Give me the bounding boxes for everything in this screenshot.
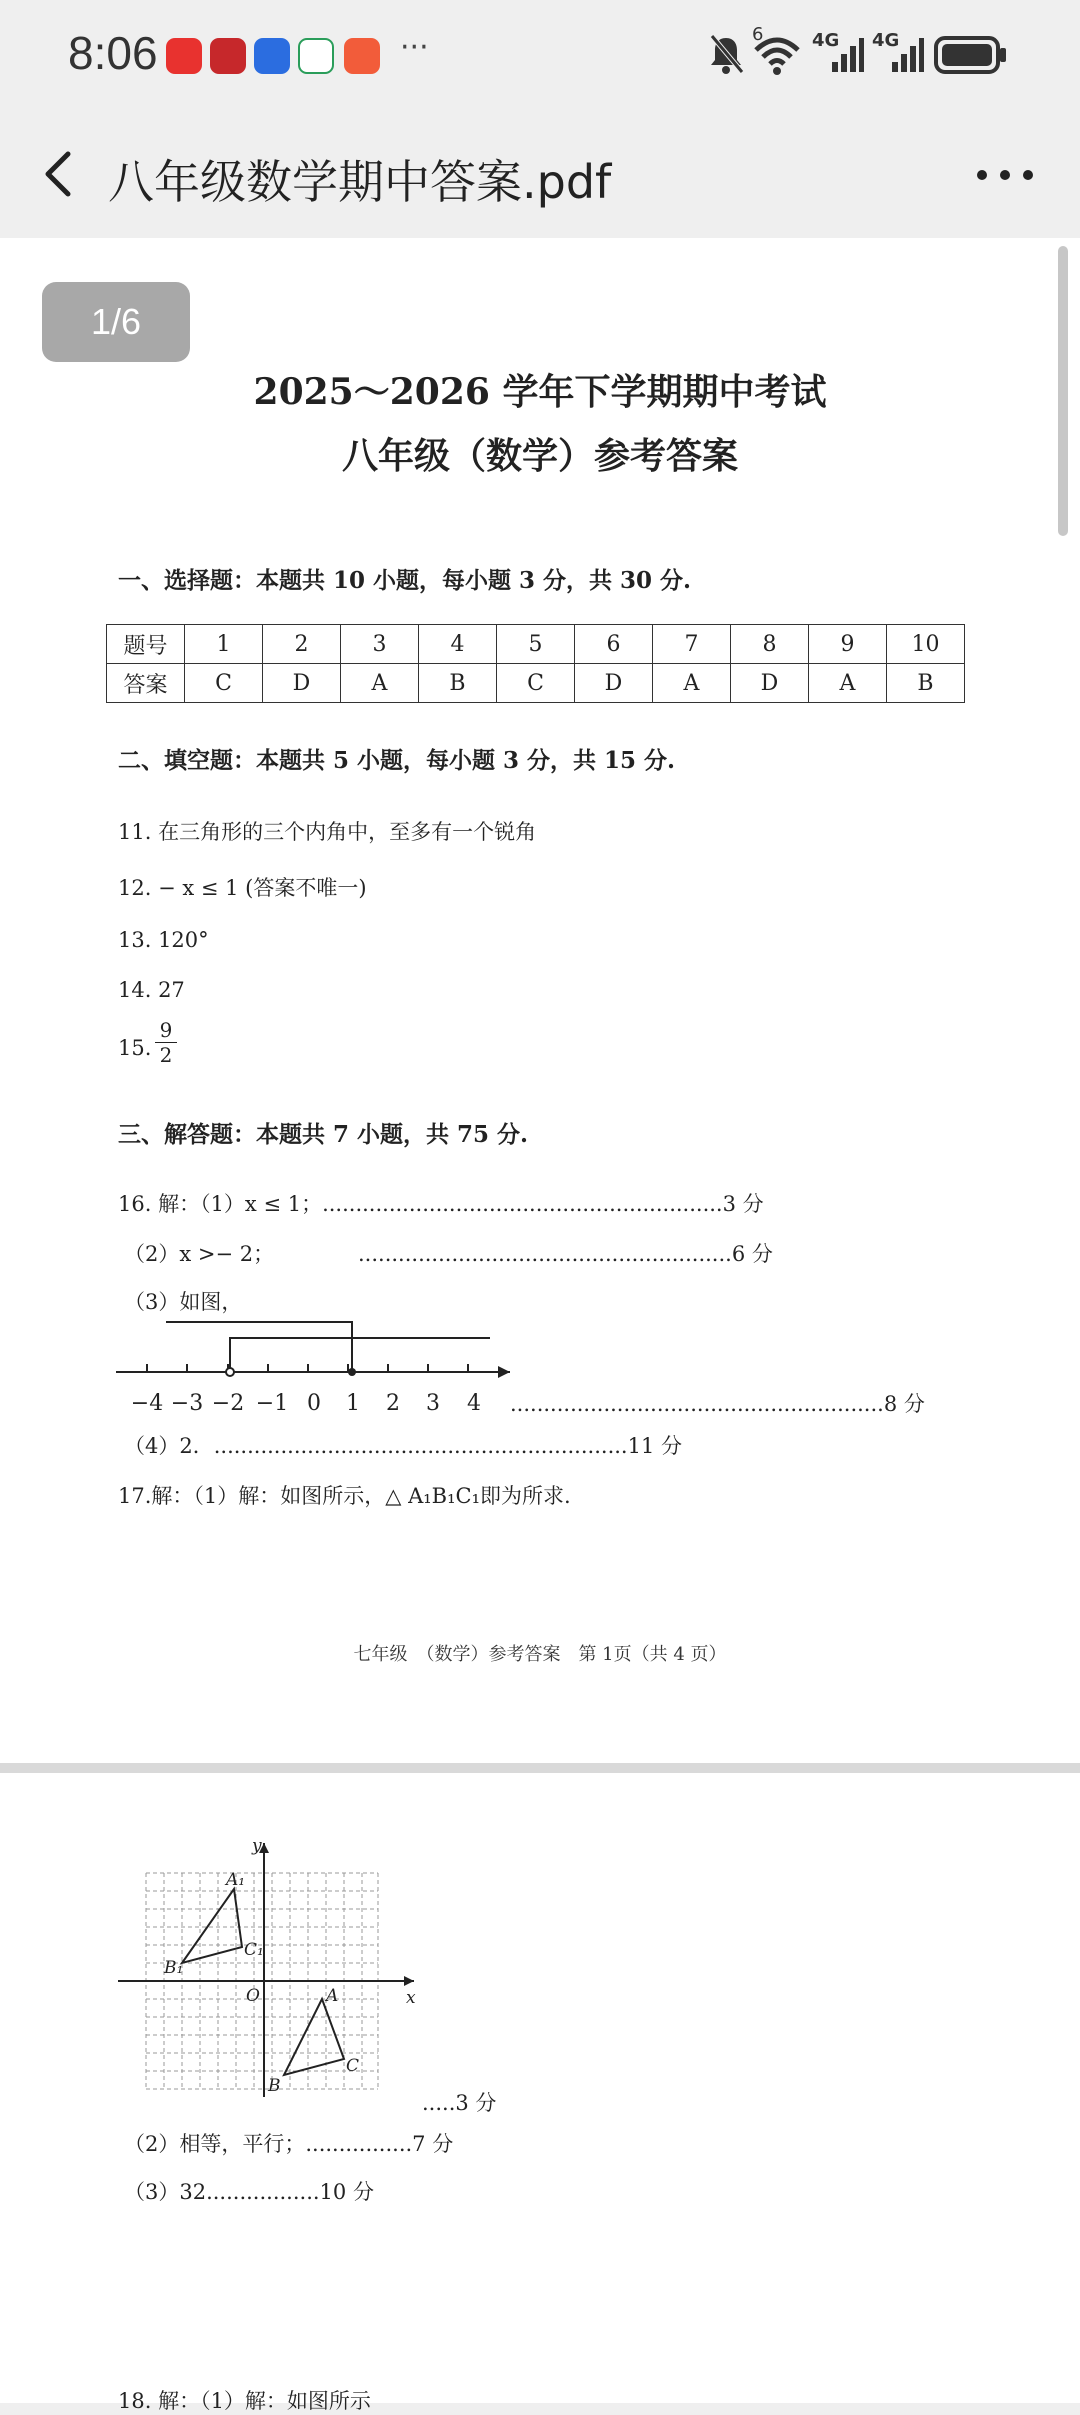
answer-q17-1-score: .....3 分: [422, 2091, 497, 2115]
table-cell: 1: [185, 625, 263, 664]
tick-label: −2: [211, 1391, 245, 1416]
tick-label: −1: [255, 1391, 289, 1416]
pdf-page-1: [0, 238, 1080, 1763]
table-cell: D: [731, 664, 809, 703]
section-fill-heading: 二、填空题：本题共 5 小题，每小题 3 分，共 15 分.: [118, 747, 676, 774]
document-title: 八年级数学期中答案.pdf: [108, 155, 612, 209]
table-cell: 题号: [107, 625, 185, 664]
answer-q15-fraction: [155, 1018, 177, 1067]
table-row-numbers: [107, 625, 965, 664]
fraction-denominator: 2: [159, 1043, 173, 1067]
table-cell: 9: [809, 625, 887, 664]
tick-label: −3: [170, 1391, 204, 1416]
exam-title: 2025～2026 学年下学期期中考试: [253, 371, 827, 413]
more-notifications-icon: ···: [400, 30, 429, 65]
tick-label: 3: [426, 1391, 440, 1416]
answer-q16-2: （2）x >− 2；: [124, 1242, 275, 1266]
network-label-1: 4G: [812, 30, 840, 51]
answer-q11: 11. 在三角形的三个内角中，至多有一个锐角: [118, 820, 537, 844]
table-cell: A: [809, 664, 887, 703]
back-arrow-icon[interactable]: [32, 144, 92, 204]
more-options-icon[interactable]: [970, 150, 1040, 200]
wifi-badge: 6: [752, 24, 764, 45]
number-line-ticks: [147, 1364, 468, 1372]
app-notification-icon: [166, 38, 202, 74]
table-cell: 答案: [107, 664, 185, 703]
game-notification-icon: [344, 38, 380, 74]
answer-q17-3: （3）32.................10 分: [124, 2180, 374, 2204]
tick-label: 0: [307, 1391, 321, 1416]
triangle-abc: [284, 1999, 344, 2075]
table-cell: B: [419, 664, 497, 703]
answer-q17-2: （2）相等，平行；................7 分: [124, 2132, 454, 2156]
table-cell: 8: [731, 625, 809, 664]
alipay-notification-icon: [254, 38, 290, 74]
point-label-c: C: [346, 2056, 360, 2076]
answer-q15-label: 15.: [118, 1036, 152, 1060]
answer-q16-4: （4）2．..............................................................11 分: [124, 1434, 682, 1458]
coordinate-grid-diagram: [112, 1833, 432, 2103]
table-cell: B: [887, 664, 965, 703]
point-label-a: A: [326, 1986, 339, 2006]
answer-table: [106, 624, 965, 703]
page-divider: [0, 1763, 1080, 1773]
answer-q14: 14. 27: [118, 978, 185, 1002]
page-footer: 七年级 （数学）参考答案 第 1页（共 4 页）: [353, 1644, 727, 1665]
battery-icon: [934, 30, 1008, 80]
wallet-notification-icon: [298, 38, 334, 74]
answer-q13: 13. 120°: [118, 928, 209, 952]
page-indicator: 1/6: [42, 282, 190, 362]
answer-q12: 12. − x ≤ 1 (答案不唯一): [118, 876, 367, 900]
point-label-a1: A₁: [226, 1870, 246, 1890]
app-bar: [0, 110, 1080, 238]
tick-label: 2: [386, 1391, 400, 1416]
section-solve-heading: 三、解答题：本题共 7 小题，共 75 分.: [118, 1121, 529, 1148]
answer-q18: 18. 解：（1）解：如图所示: [118, 2389, 371, 2413]
network-label-2: 4G: [872, 30, 900, 51]
table-cell: A: [341, 664, 419, 703]
signal-icon-2: [878, 30, 924, 80]
bank-notification-icon: [210, 38, 246, 74]
scrollbar[interactable]: [1058, 246, 1068, 536]
table-cell: A: [653, 664, 731, 703]
triangle-a1b1c1: [182, 1889, 242, 1963]
x-axis-arrow: [404, 1976, 414, 1986]
table-cell: 2: [263, 625, 341, 664]
table-cell: 3: [341, 625, 419, 664]
fraction-numerator: 9: [155, 1018, 177, 1043]
table-cell: 10: [887, 625, 965, 664]
answer-q16-3-score: ........................................................8 分: [510, 1392, 925, 1416]
exam-subtitle: 八年级（数学）参考答案: [341, 435, 738, 477]
y-axis-label: y: [252, 1836, 262, 1856]
answer-q16-2-score: ........................................................6 分: [358, 1242, 773, 1266]
mute-icon: [706, 30, 746, 80]
tick-label: 1: [346, 1391, 360, 1416]
origin-label: O: [246, 1986, 260, 2006]
table-cell: D: [263, 664, 341, 703]
answer-q17: 17.解：（1）解：如图所示，△ A₁B₁C₁即为所求.: [118, 1484, 571, 1508]
table-cell: 4: [419, 625, 497, 664]
section-choice-heading: 一、选择题：本题共 10 小题，每小题 3 分，共 30 分.: [118, 567, 692, 594]
answer-q16-1: 16. 解：（1）x ≤ 1；............................................................3 分: [118, 1192, 764, 1216]
signal-icon-1: [818, 30, 864, 80]
table-cell: D: [575, 664, 653, 703]
table-cell: 7: [653, 625, 731, 664]
table-cell: 6: [575, 625, 653, 664]
solution-ray-left: [166, 1322, 352, 1372]
pdf-viewer[interactable]: [0, 238, 1080, 2413]
open-point-minus-2: [226, 1368, 234, 1376]
point-label-b: B: [268, 2076, 281, 2096]
answer-q16-3: （3）如图，: [124, 1290, 243, 1314]
table-cell: 5: [497, 625, 575, 664]
pdf-page-2: [0, 1773, 1080, 2413]
x-axis-label: x: [406, 1988, 416, 2008]
table-cell: C: [497, 664, 575, 703]
closed-point-1: [348, 1368, 356, 1376]
point-label-b1: B₁: [164, 1958, 184, 1978]
number-line-diagram: [110, 1318, 530, 1448]
status-time: 8:06: [68, 27, 158, 79]
status-bar: [0, 0, 1080, 110]
number-line-arrow: [498, 1366, 510, 1378]
tick-label: 4: [467, 1391, 481, 1416]
table-row-answers: [107, 664, 965, 703]
point-label-c1: C₁: [244, 1940, 264, 1960]
table-cell: C: [185, 664, 263, 703]
tick-label: −4: [130, 1391, 164, 1416]
